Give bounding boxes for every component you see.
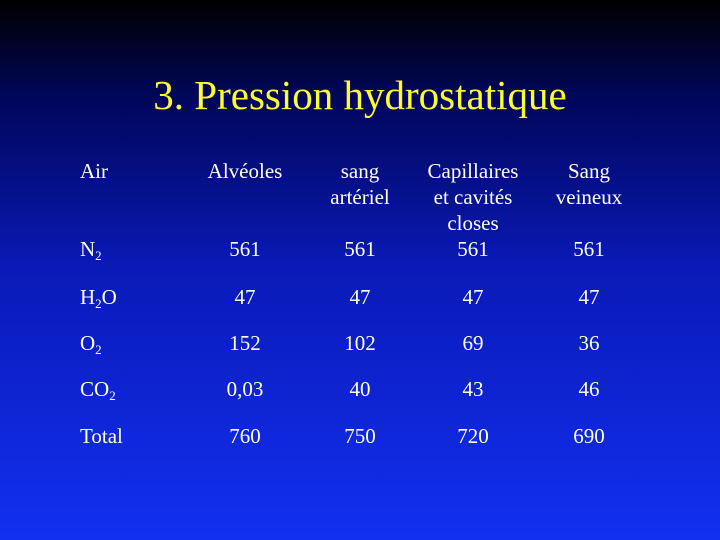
table-cell: 152 — [229, 331, 261, 355]
row-label-base: O — [80, 331, 96, 355]
row-label-base: CO — [80, 377, 110, 401]
header-alveoles: Alvéoles — [207, 159, 283, 183]
header-sang-veineux: Sang veineux — [555, 159, 623, 209]
row-label-n2 — [80, 236, 200, 265]
table-cell: 0,03 — [226, 377, 264, 401]
row-label-subscript: 2 — [109, 388, 116, 403]
table-cell: 47 — [578, 285, 600, 309]
header-air: Air — [80, 159, 108, 183]
table-cell: 47 — [349, 285, 371, 309]
row-label-rest: O — [101, 285, 117, 309]
table-cell: 561 — [229, 237, 261, 261]
table-cell: 40 — [349, 377, 371, 401]
table-cell: 69 — [462, 331, 484, 355]
row-label-subscript: 2 — [95, 296, 102, 311]
row-label-base: H — [80, 285, 96, 309]
header-sang-arteriel: sang artériel — [330, 159, 390, 209]
table-cell: 690 — [573, 424, 605, 448]
row-label-subscript: 2 — [95, 342, 102, 357]
table-cell: 47 — [234, 285, 256, 309]
table-cell: 561 — [344, 237, 376, 261]
row-label-base: Total — [80, 424, 123, 448]
table-cell: 750 — [344, 424, 376, 448]
table-cell: 561 — [573, 237, 605, 261]
table-cell: 36 — [578, 331, 600, 355]
slide-title: 3. Pression hydrostatique — [153, 72, 567, 118]
table-cell: 46 — [578, 377, 600, 401]
row-label-subscript: 2 — [95, 248, 102, 263]
table-cell: 561 — [457, 237, 489, 261]
table-cell: 47 — [462, 285, 484, 309]
table-cell: 43 — [462, 377, 484, 401]
row-label-base: N — [80, 237, 96, 261]
row-label-h2o — [80, 284, 200, 313]
row-label-total — [80, 423, 200, 449]
header-capillaires: Capillaires et cavités closes — [427, 159, 519, 235]
table-cell: 720 — [457, 424, 489, 448]
row-label-o2 — [80, 330, 200, 359]
table-cell: 102 — [344, 331, 376, 355]
row-label-co2 — [80, 376, 200, 405]
table-cell: 760 — [229, 424, 261, 448]
